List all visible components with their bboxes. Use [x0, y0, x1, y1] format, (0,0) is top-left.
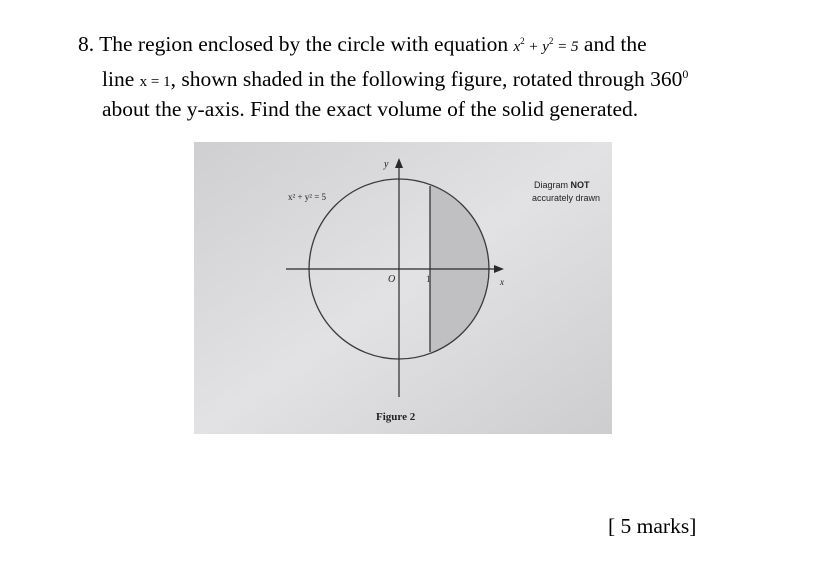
- diagram-note-line-1: Diagram NOT: [534, 180, 590, 190]
- origin-label: O: [388, 274, 396, 285]
- figure-svg: [194, 142, 612, 434]
- diagram-note-line-2: accurately drawn: [532, 193, 601, 203]
- line-equation: x = 1: [139, 74, 171, 90]
- marks-label: [ 5 marks]: [608, 514, 697, 538]
- figure-caption: Figure 2: [376, 411, 416, 423]
- circle-equation-label: x² + y² = 5: [288, 192, 327, 202]
- question-line-2: line x = 1, shown shaded in the following figure, rotated through $360^0$: [102, 67, 689, 91]
- question-line-1: [78, 28, 798, 61]
- question-line-3: about the y-axis. Find the exact volume of the solid generated.: [102, 97, 639, 121]
- question-and-the: and the: [583, 32, 647, 56]
- question-intro: 8. The region enclosed by the circle with equation: [78, 32, 509, 56]
- question-text: [78, 28, 798, 123]
- figure-2: [194, 142, 612, 434]
- tick-label-1: 1: [426, 274, 431, 284]
- x-axis-label: x: [500, 277, 504, 287]
- degree-superscript: 0: [682, 67, 689, 81]
- y-axis-label: y: [384, 159, 389, 170]
- circle-equation: $x^2 + y^2 = 5$: [513, 36, 579, 55]
